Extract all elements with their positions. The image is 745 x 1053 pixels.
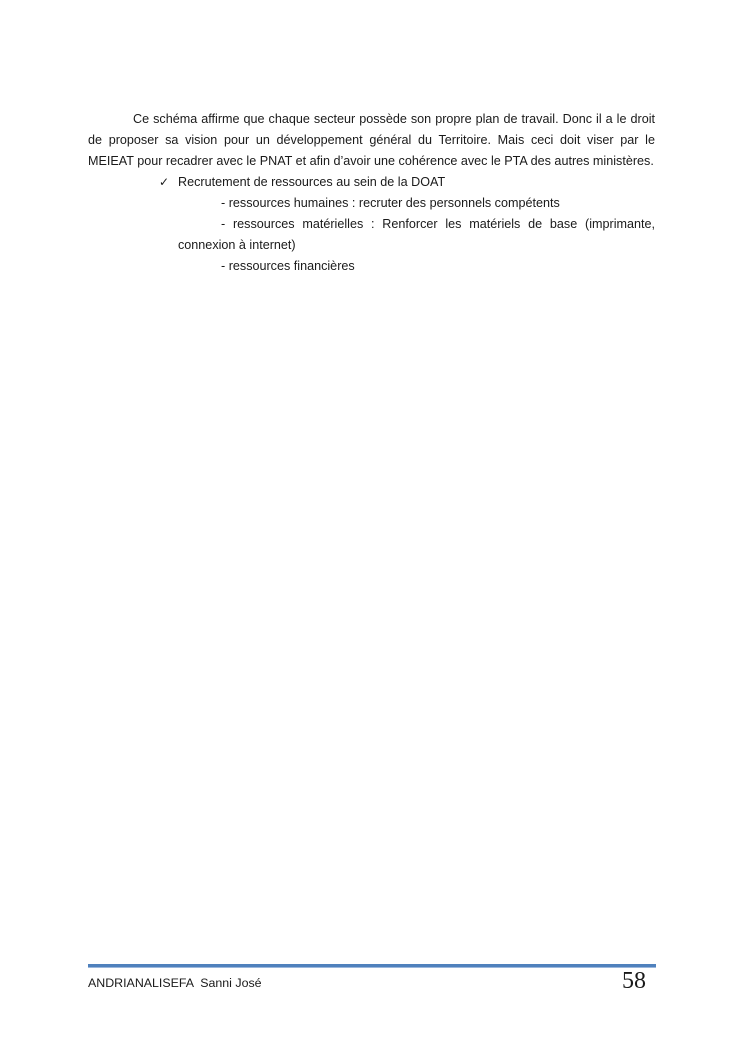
page-body: [88, 109, 655, 277]
page-number: 58: [622, 968, 646, 994]
sub-item-human-resources: - ressources humaines : recruter des personnels compétents: [221, 196, 560, 210]
check-icon: ✓: [159, 175, 170, 189]
checklist-item: [88, 172, 655, 193]
sub-item-material-resources: - ressources matérielles : Renforcer les matériels de base (imprimante, connexion à internet): [178, 217, 655, 252]
sub-item-financial-resources: - ressources financières: [221, 259, 355, 273]
footer-rule: [88, 964, 656, 968]
checklist-item-label: Recrutement de ressources au sein de la DOAT: [178, 175, 446, 189]
body-paragraph: Ce schéma affirme que chaque secteur possède son propre plan de travail. Donc il a le droit de proposer sa vision pour un développement général du Territoire. Mais ceci doit viser par le MEIEAT pour recadrer avec le PNAT et afin d’avoir une cohérence avec le PTA des autres ministères.: [88, 112, 655, 168]
footer-author: ANDRIANALISEFA Sanni José: [88, 976, 262, 990]
